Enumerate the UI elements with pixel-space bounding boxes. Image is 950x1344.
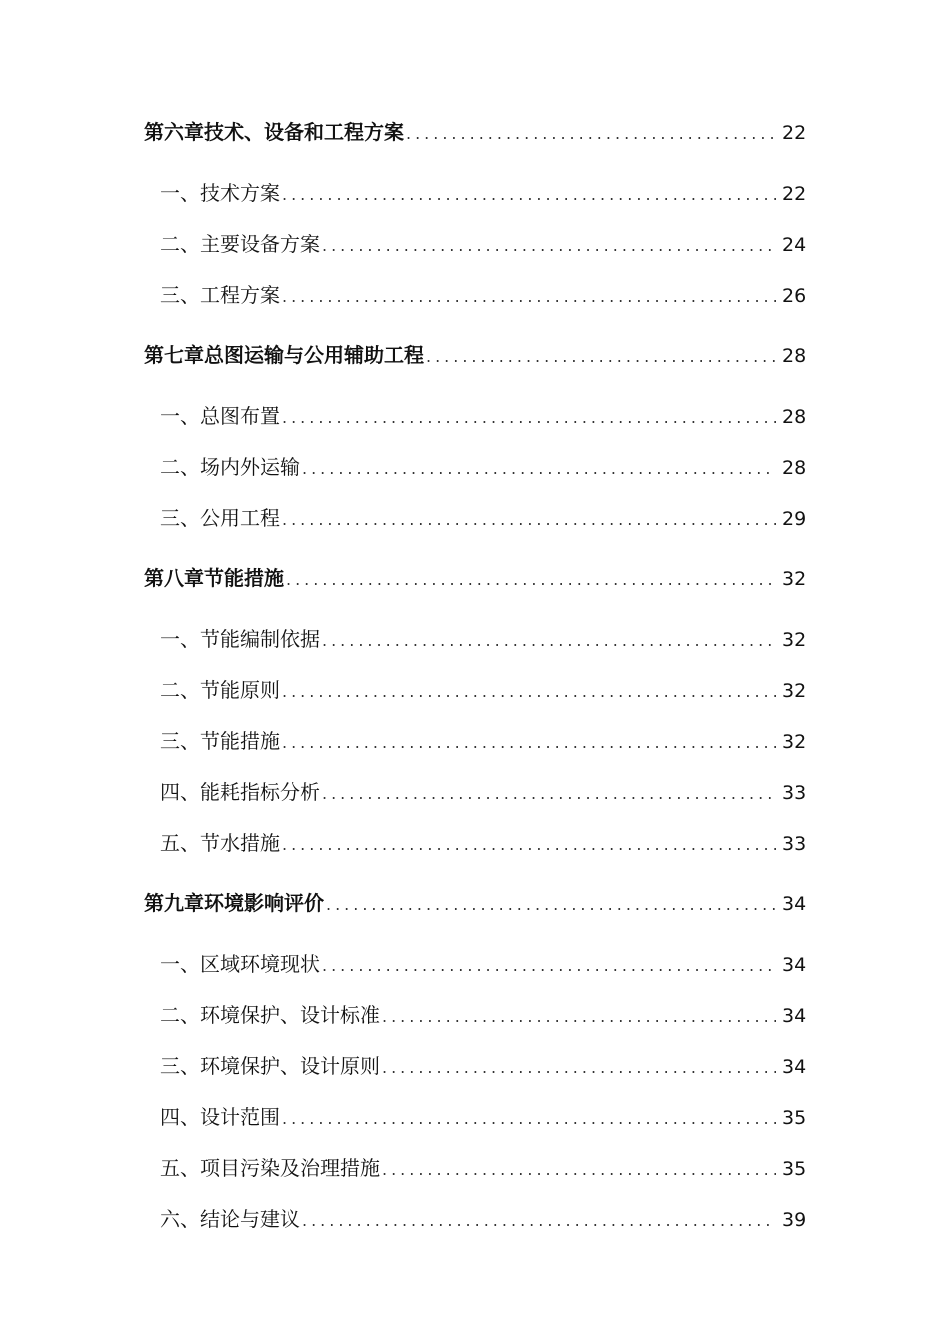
toc-section-title: 环境保护、设计标准 xyxy=(200,1003,380,1027)
toc-leader-dots xyxy=(322,631,776,650)
toc-section-number: 六、 xyxy=(160,1207,200,1231)
toc-section-title: 项目污染及治理措施 xyxy=(200,1156,380,1180)
toc-section-title: 主要设备方案 xyxy=(200,232,320,256)
toc-page-number: 34 xyxy=(782,954,807,976)
toc-chapter-number: 第六章 xyxy=(144,120,204,144)
toc-leader-dots xyxy=(302,459,776,478)
toc-page-number: 35 xyxy=(782,1107,807,1129)
toc-page-number: 34 xyxy=(782,1005,807,1027)
toc-section-number: 三、 xyxy=(160,1054,200,1078)
toc-section-title: 公用工程 xyxy=(200,506,280,530)
toc-section-number: 二、 xyxy=(160,455,200,479)
toc-page-number: 26 xyxy=(782,285,807,307)
toc-chapter-6[interactable] xyxy=(144,116,806,145)
toc-section[interactable] xyxy=(160,948,806,977)
toc-section-title: 技术方案 xyxy=(200,181,280,205)
toc-section-number: 四、 xyxy=(160,1105,200,1129)
toc-chapter-title: 技术、设备和工程方案 xyxy=(204,120,404,144)
toc-page-number: 29 xyxy=(782,508,807,530)
toc-section[interactable] xyxy=(160,1050,806,1079)
toc-page-number: 22 xyxy=(782,122,807,144)
toc-page-number: 39 xyxy=(782,1209,807,1231)
toc-section-title: 设计范围 xyxy=(200,1105,280,1129)
toc-section-title: 场内外运输 xyxy=(200,455,300,479)
toc-page-number: 34 xyxy=(782,893,807,915)
toc-leader-dots xyxy=(282,682,776,701)
toc-page-number: 28 xyxy=(782,345,807,367)
toc-section[interactable] xyxy=(160,400,806,429)
toc-page-number: 32 xyxy=(782,629,807,651)
toc-leader-dots xyxy=(406,124,776,143)
toc-page-number: 28 xyxy=(782,457,807,479)
toc-section[interactable] xyxy=(160,776,806,805)
toc-section-number: 一、 xyxy=(160,627,200,651)
toc-leader-dots xyxy=(282,1109,776,1128)
toc-chapter-title: 总图运输与公用辅助工程 xyxy=(204,343,424,367)
toc-section[interactable] xyxy=(160,674,806,703)
toc-leader-dots xyxy=(282,287,776,306)
toc-section[interactable] xyxy=(160,1203,806,1232)
toc-section-number: 五、 xyxy=(160,831,200,855)
toc-page-number: 33 xyxy=(782,782,807,804)
toc-chapter-title: 环境影响评价 xyxy=(204,891,324,915)
toc-section[interactable] xyxy=(160,451,806,480)
toc-section[interactable] xyxy=(160,1152,806,1181)
toc-section-number: 一、 xyxy=(160,952,200,976)
toc-section[interactable] xyxy=(160,827,806,856)
toc-section[interactable] xyxy=(160,1101,806,1130)
toc-section[interactable] xyxy=(160,228,806,257)
toc-section-number: 三、 xyxy=(160,506,200,530)
toc-leader-dots xyxy=(382,1058,776,1077)
toc-section-number: 一、 xyxy=(160,404,200,428)
toc-section-number: 二、 xyxy=(160,678,200,702)
toc-chapter-8[interactable] xyxy=(144,562,806,591)
toc-chapter-9[interactable] xyxy=(144,887,806,916)
toc-leader-dots xyxy=(302,1211,776,1230)
toc-section-number: 五、 xyxy=(160,1156,200,1180)
toc-section-title: 节能编制依据 xyxy=(200,627,320,651)
toc-section-title: 总图布置 xyxy=(200,404,280,428)
toc-section-number: 四、 xyxy=(160,780,200,804)
toc-section-number: 二、 xyxy=(160,1003,200,1027)
toc-page-number: 32 xyxy=(782,680,807,702)
toc-section-number: 一、 xyxy=(160,181,200,205)
toc-leader-dots xyxy=(322,956,776,975)
toc-section-title: 工程方案 xyxy=(200,283,280,307)
toc-leader-dots xyxy=(282,510,776,529)
toc-page-number: 33 xyxy=(782,833,807,855)
toc-section-title: 能耗指标分析 xyxy=(200,780,320,804)
toc-section-title: 节能措施 xyxy=(200,729,280,753)
toc-chapter-number: 第八章 xyxy=(144,566,204,590)
toc-leader-dots xyxy=(282,733,776,752)
toc-page-number: 35 xyxy=(782,1158,807,1180)
toc-leader-dots xyxy=(326,895,776,914)
toc-page-number: 34 xyxy=(782,1056,807,1078)
toc-section-title: 结论与建议 xyxy=(200,1207,300,1231)
toc-section-number: 三、 xyxy=(160,283,200,307)
toc-leader-dots xyxy=(426,347,776,366)
toc-section[interactable] xyxy=(160,623,806,652)
toc-chapter-7[interactable] xyxy=(144,339,806,368)
toc-section[interactable] xyxy=(160,177,806,206)
toc-section-number: 二、 xyxy=(160,232,200,256)
toc-leader-dots xyxy=(286,570,776,589)
toc-leader-dots xyxy=(282,835,776,854)
toc-section-title: 区域环境现状 xyxy=(200,952,320,976)
toc-section[interactable] xyxy=(160,502,806,531)
toc-section-number: 三、 xyxy=(160,729,200,753)
toc-page-number: 28 xyxy=(782,406,807,428)
toc-leader-dots xyxy=(282,408,776,427)
toc-section-title: 环境保护、设计原则 xyxy=(200,1054,380,1078)
toc-chapter-number: 第九章 xyxy=(144,891,204,915)
toc-section[interactable] xyxy=(160,279,806,308)
toc-leader-dots xyxy=(382,1160,776,1179)
toc-leader-dots xyxy=(382,1007,776,1026)
toc-page-number: 32 xyxy=(782,568,807,590)
toc-page-number: 32 xyxy=(782,731,807,753)
toc-leader-dots xyxy=(322,236,776,255)
toc-section-title: 节能原则 xyxy=(200,678,280,702)
toc-section-title: 节水措施 xyxy=(200,831,280,855)
toc-leader-dots xyxy=(282,185,776,204)
toc-chapter-number: 第七章 xyxy=(144,343,204,367)
toc-section[interactable] xyxy=(160,999,806,1028)
toc-page-number: 24 xyxy=(782,234,807,256)
toc-section[interactable] xyxy=(160,725,806,754)
toc-page-number: 22 xyxy=(782,183,807,205)
toc-leader-dots xyxy=(322,784,776,803)
toc-chapter-title: 节能措施 xyxy=(204,566,284,590)
